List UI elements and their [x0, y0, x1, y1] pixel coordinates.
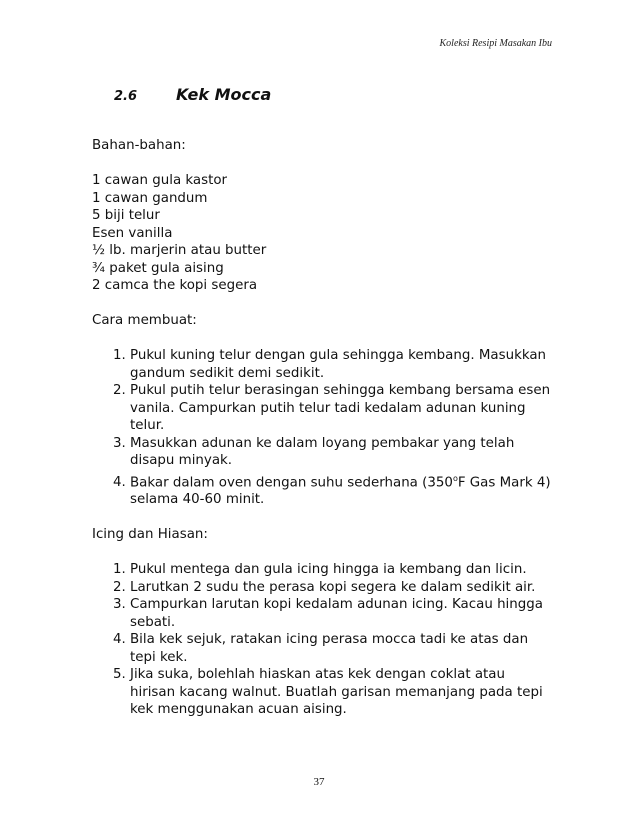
ingredient-item: Esen vanilla — [92, 225, 173, 241]
ingredient-item: ¾ paket gula aising — [92, 260, 224, 276]
degree-mark: o — [452, 473, 458, 483]
method-step: 2. Pukul putih telur berasingan sehingga kembang bersama esen vanila. Campurkan putih telur tadi kedalam adunan kuning telur. — [130, 382, 552, 435]
recipe-body — [92, 137, 552, 719]
ingredient-item: 1 cawan gula kastor — [92, 173, 228, 188]
icing-step: 1. Pukul mentega dan gula icing hingga ia kembang dan licin. — [130, 561, 552, 579]
method-heading: Cara membuat: — [92, 313, 197, 328]
ingredient-item: 5 biji telur — [92, 208, 160, 223]
ingredients-heading: Bahan-bahan: — [92, 138, 186, 153]
method-step: 3. Masukkan adunan ke dalam loyang pembakar yang telah disapu minyak. — [130, 435, 552, 470]
section-heading — [114, 85, 271, 104]
page-number: 37 — [313, 776, 325, 788]
icing-step: 5. Jika suka, bolehlah hiaskan atas kek dengan coklat atau hirisan kacang walnut. Buatlah garisan memanjang pada tepi kek menggunakan acuan aising. — [130, 666, 552, 719]
icing-step: 2. Larutkan 2 sudu the perasa kopi segera ke dalam sedikit air. — [130, 579, 552, 597]
ingredients-list — [92, 172, 552, 295]
icing-steps — [92, 561, 552, 719]
icing-heading: Icing dan Hiasan: — [92, 527, 208, 543]
ingredient-item: 1 cawan gandum — [92, 190, 208, 206]
ingredient-item: 2 camca the kopi segera — [92, 278, 258, 293]
method-step — [130, 470, 552, 509]
section-number: 2.6 — [114, 89, 138, 104]
method-steps — [92, 347, 552, 509]
running-header: Koleksi Resipi Masakan Ibu — [439, 38, 552, 49]
section-title: Kek Mocca — [176, 85, 272, 104]
method-step-text: F Gas Mark 4) selama 40-60 minit. — [130, 474, 551, 508]
method-step-text: Bakar dalam oven dengan suhu sederhana (350 — [130, 474, 453, 490]
ingredient-item: ½ lb. marjerin atau butter — [92, 243, 267, 258]
method-step: 1. Pukul kuning telur dengan gula sehingga kembang. Masukkan gandum sedikit demi sedikit. — [130, 347, 552, 382]
icing-step: 4. Bila kek sejuk, ratakan icing perasa mocca tadi ke atas dan tepi kek. — [130, 631, 552, 666]
icing-step: 3. Campurkan larutan kopi kedalam adunan icing. Kacau hingga sebati. — [130, 596, 552, 631]
